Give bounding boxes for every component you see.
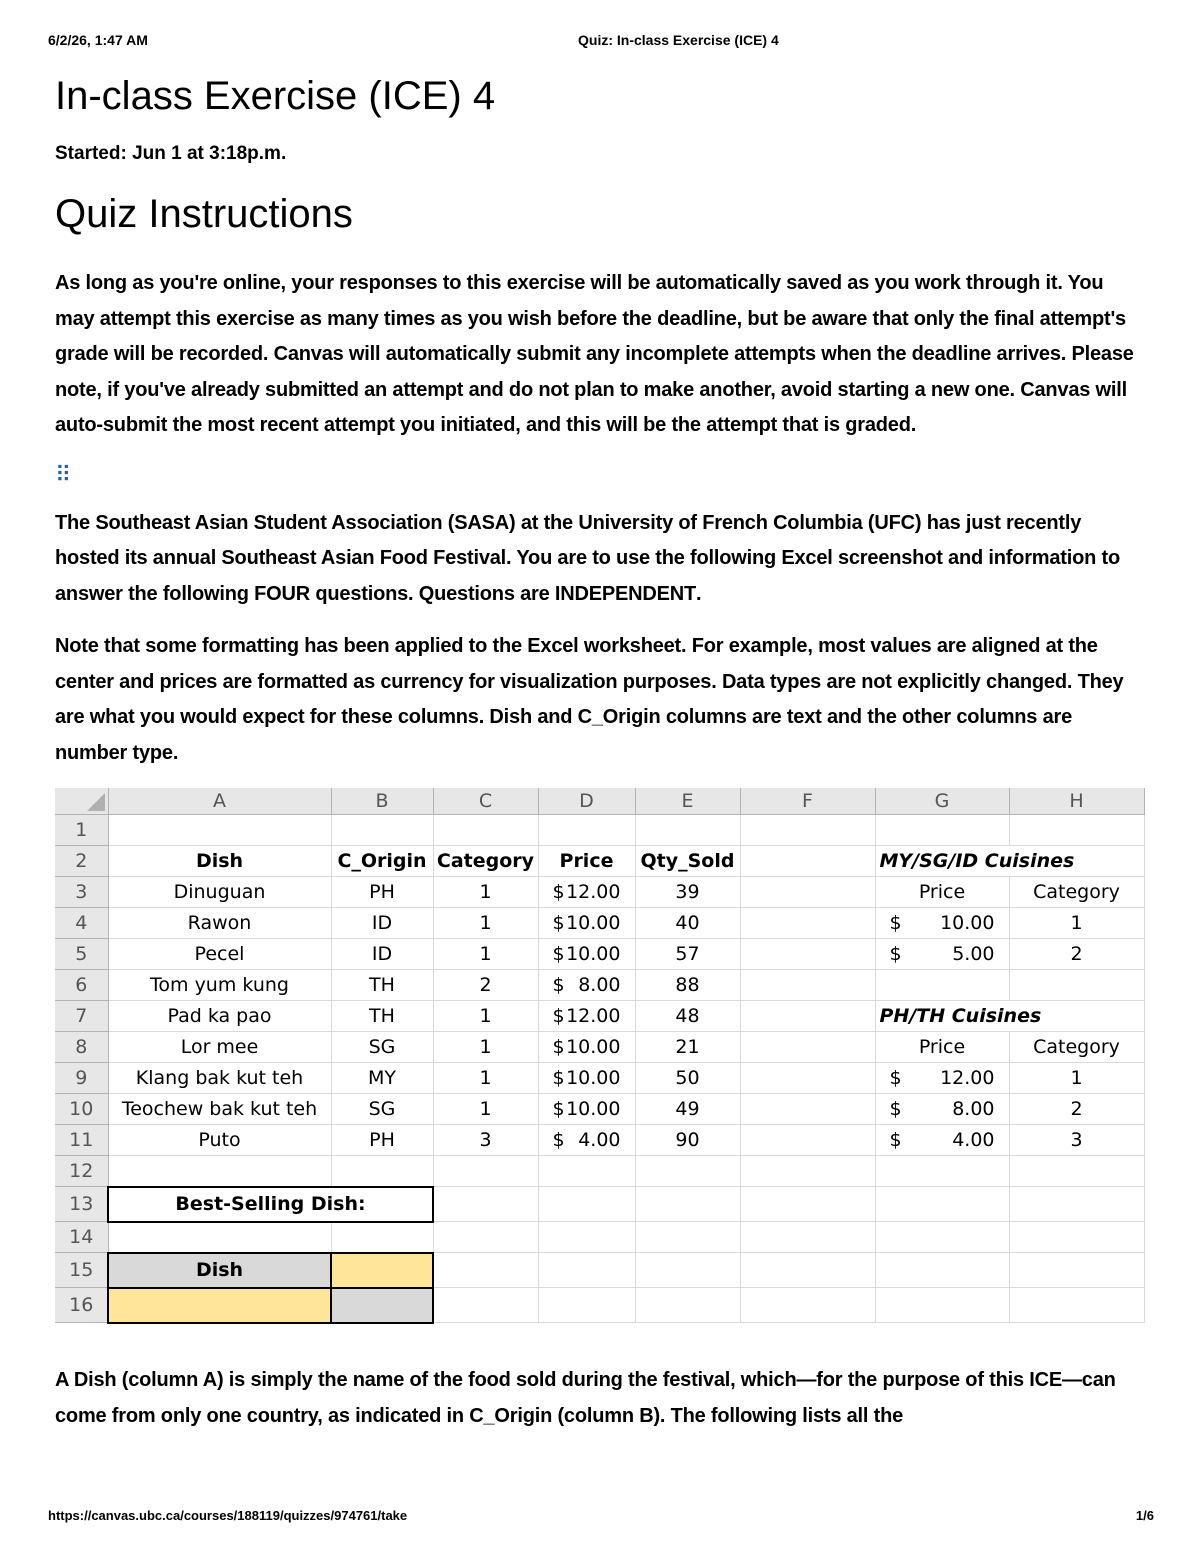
cell[interactable] <box>1009 815 1144 846</box>
price-cell[interactable] <box>538 939 635 970</box>
formatting-note: Note that some formatting has been applied to the Excel worksheet. For example, most values are aligned at the center and prices are formatted as currency for visualization purposes. Data types are not explicitly changed. They are what you would expect for these columns. Dish and C_Origin columns are text and the other columns are number type. <box>55 635 1124 764</box>
cell[interactable] <box>635 815 740 846</box>
lookup1-price-header[interactable]: Price <box>875 877 1009 908</box>
row-header[interactable]: 14 <box>55 1222 108 1253</box>
column-header-h[interactable]: H <box>1009 788 1144 815</box>
currency-symbol: $ <box>552 1067 565 1089</box>
price-cell[interactable] <box>538 1032 635 1063</box>
qty-cell[interactable]: 48 <box>635 1001 740 1032</box>
lookup2-price-header[interactable]: Price <box>875 1032 1009 1063</box>
cell[interactable] <box>875 1288 1009 1323</box>
dish-cell[interactable]: Tom yum kung <box>108 970 331 1001</box>
currency-symbol: $ <box>552 1098 565 1120</box>
sheet-row-1 <box>55 815 1144 846</box>
input-cell-b15[interactable] <box>331 1253 433 1288</box>
cell[interactable] <box>433 1187 538 1222</box>
cell[interactable] <box>538 1288 635 1323</box>
category-cell[interactable]: 1 <box>433 1094 538 1125</box>
price-cell[interactable] <box>538 877 635 908</box>
currency-symbol: $ <box>889 1129 902 1151</box>
currency-symbol: $ <box>889 912 902 934</box>
currency-symbol: $ <box>889 1098 902 1120</box>
scenario-text-1: The Southeast Asian Student Association (SASA) at the University of French Columbia (UFC) has just recently hosted its annual Southeast Asian Food Festival. You are to use the following Excel screenshot and information to answer the following <box>55 511 1120 605</box>
qty-cell[interactable]: 40 <box>635 908 740 939</box>
price-cell[interactable] <box>538 1094 635 1125</box>
qty-cell[interactable]: 90 <box>635 1125 740 1156</box>
sheet-row-6 <box>55 970 1144 1001</box>
scenario-paragraph <box>55 506 1145 613</box>
origin-cell[interactable]: PH <box>331 877 433 908</box>
column-header-row <box>55 788 1144 815</box>
origin-cell[interactable]: ID <box>331 908 433 939</box>
sheet-row-9 <box>55 1063 1144 1094</box>
lookup1-title-cell[interactable]: MY/SG/ID Cuisines <box>875 846 1144 877</box>
select-all-corner[interactable] <box>55 788 108 815</box>
row-header[interactable]: 2 <box>55 846 108 877</box>
price-cell[interactable] <box>538 1125 635 1156</box>
price-value: 5.00 <box>952 943 995 965</box>
sheet-row-12 <box>55 1156 1144 1187</box>
category-cell[interactable]: 2 <box>433 970 538 1001</box>
sheet-row-11 <box>55 1125 1144 1156</box>
scenario-text-3: . <box>696 582 702 605</box>
cell[interactable] <box>635 1187 740 1222</box>
cell[interactable] <box>433 1288 538 1323</box>
cell[interactable] <box>875 1156 1009 1187</box>
column-header-a[interactable]: A <box>108 788 331 815</box>
cell[interactable] <box>740 1063 875 1094</box>
print-datetime: 6/2/26, 1:47 AM <box>48 32 148 48</box>
cell[interactable] <box>108 1156 331 1187</box>
cell[interactable] <box>538 815 635 846</box>
lookup2-title-cell[interactable]: PH/TH Cuisines <box>875 1001 1144 1032</box>
row-header[interactable]: 11 <box>55 1125 108 1156</box>
cell[interactable] <box>740 939 875 970</box>
currency-symbol: $ <box>552 1005 565 1027</box>
dish-cell[interactable]: Puto <box>108 1125 331 1156</box>
cell[interactable] <box>740 1156 875 1187</box>
cell[interactable] <box>538 1253 635 1288</box>
column-header-b[interactable]: B <box>331 788 433 815</box>
cell[interactable] <box>331 1156 433 1187</box>
scenario-text-2: questions. Questions are <box>310 582 555 605</box>
price-value: 4.00 <box>578 1129 621 1151</box>
explanation-emphasis-dish: Dish <box>73 1369 117 1391</box>
cell[interactable] <box>875 1187 1009 1222</box>
lookup1-price-cell[interactable] <box>875 939 1009 970</box>
category-cell[interactable]: 1 <box>433 939 538 970</box>
cell[interactable] <box>433 1222 538 1253</box>
explanation-text-1: A <box>55 1369 74 1391</box>
lookup1-price-cell[interactable] <box>875 908 1009 939</box>
excel-sheet-table <box>55 788 1145 1323</box>
cell[interactable] <box>875 970 1009 1001</box>
cell[interactable] <box>875 815 1009 846</box>
started-time: Started: Jun 1 at 3:18p.m. <box>55 143 287 164</box>
origin-cell[interactable]: TH <box>331 1001 433 1032</box>
sheet-row-5 <box>55 939 1144 970</box>
explanation-text-2: (column A) is simply the name of the food sold during the festival, which—for the purpose of this ICE—can come from only one country, as indicated in <box>55 1369 1116 1427</box>
cell[interactable] <box>740 1125 875 1156</box>
input-cell-a16[interactable] <box>108 1288 331 1323</box>
explanation-emphasis-origin: C_Origin <box>469 1404 553 1427</box>
excel-screenshot <box>55 788 1145 1341</box>
dish-label-cell[interactable]: Dish <box>108 1253 331 1288</box>
category-cell[interactable]: 1 <box>433 1001 538 1032</box>
sheet-row-4 <box>55 908 1144 939</box>
lookup2-category-cell[interactable]: 1 <box>1009 1063 1144 1094</box>
column-header-g[interactable]: G <box>875 788 1009 815</box>
sheet-row-16 <box>55 1288 1144 1323</box>
best-selling-dish-cell[interactable]: Best-Selling Dish: <box>108 1187 433 1222</box>
scenario-emphasis-four: FOUR <box>254 582 311 605</box>
price-value: 12.00 <box>566 1005 621 1027</box>
row-header[interactable]: 4 <box>55 908 108 939</box>
cell[interactable] <box>433 1156 538 1187</box>
price-value: 4.00 <box>952 1129 995 1151</box>
qty-cell[interactable]: 39 <box>635 877 740 908</box>
lookup2-price-cell[interactable] <box>875 1094 1009 1125</box>
row-header[interactable]: 16 <box>55 1288 108 1323</box>
price-value: 10.00 <box>566 1067 621 1089</box>
lookup2-price-cell[interactable] <box>875 1063 1009 1094</box>
print-page-number: 1/6 <box>1135 1508 1154 1523</box>
price-cell[interactable] <box>538 908 635 939</box>
qty-cell[interactable]: 57 <box>635 939 740 970</box>
cell[interactable] <box>875 1253 1009 1288</box>
sheet-row-10 <box>55 1094 1144 1125</box>
row-header[interactable]: 8 <box>55 1032 108 1063</box>
cell[interactable] <box>635 1253 740 1288</box>
dish-explanation <box>55 1363 1145 1434</box>
qty-header-cell[interactable]: Qty_Sold <box>635 846 740 877</box>
sheet-row-7 <box>55 1001 1144 1032</box>
column-header-d[interactable]: D <box>538 788 635 815</box>
cell[interactable] <box>1009 1156 1144 1187</box>
lookup1-category-header[interactable]: Category <box>1009 877 1144 908</box>
cell[interactable] <box>538 1156 635 1187</box>
category-header-cell[interactable]: Category <box>433 846 538 877</box>
cell[interactable] <box>1009 1253 1144 1288</box>
cell[interactable] <box>108 815 331 846</box>
print-page-title: Quiz: In-class Exercise (ICE) 4 <box>578 32 779 48</box>
sheet-row-8 <box>55 1032 1144 1063</box>
print-url: https://canvas.ubc.ca/courses/188119/quizzes/974761/take <box>48 1508 408 1523</box>
cell[interactable] <box>740 1187 875 1222</box>
dish-cell[interactable]: Klang bak kut teh <box>108 1063 331 1094</box>
currency-symbol: $ <box>552 1036 565 1058</box>
cell[interactable] <box>740 1222 875 1253</box>
cell[interactable] <box>635 1222 740 1253</box>
qty-cell[interactable]: 50 <box>635 1063 740 1094</box>
qty-cell[interactable]: 21 <box>635 1032 740 1063</box>
currency-symbol: $ <box>889 943 902 965</box>
sheet-row-15 <box>55 1253 1144 1288</box>
dish-cell[interactable]: Rawon <box>108 908 331 939</box>
sheet-row-13 <box>55 1187 1144 1222</box>
cell[interactable] <box>740 1001 875 1032</box>
row-header[interactable]: 12 <box>55 1156 108 1187</box>
category-cell[interactable]: 1 <box>433 1032 538 1063</box>
row-header[interactable]: 7 <box>55 1001 108 1032</box>
row-header[interactable]: 15 <box>55 1253 108 1288</box>
scenario-emphasis-independent: INDEPENDENT <box>554 582 697 605</box>
origin-cell[interactable]: MY <box>331 1063 433 1094</box>
price-value: 10.00 <box>566 1036 621 1058</box>
quiz-title: In-class Exercise (ICE) 4 <box>55 74 496 118</box>
lookup2-category-cell[interactable]: 3 <box>1009 1125 1144 1156</box>
dish-cell[interactable]: Pad ka pao <box>108 1001 331 1032</box>
row-header[interactable]: 5 <box>55 939 108 970</box>
sheet-row-14 <box>55 1222 1144 1253</box>
cell-b16[interactable] <box>331 1288 433 1323</box>
currency-symbol: $ <box>889 1067 902 1089</box>
cell[interactable] <box>635 1156 740 1187</box>
origin-cell[interactable]: ID <box>331 939 433 970</box>
cell[interactable] <box>1009 1222 1144 1253</box>
cell[interactable] <box>538 1222 635 1253</box>
row-header[interactable]: 13 <box>55 1187 108 1222</box>
cell[interactable] <box>875 1222 1009 1253</box>
lookup2-category-header[interactable]: Category <box>1009 1032 1144 1063</box>
row-header[interactable]: 3 <box>55 877 108 908</box>
cell[interactable] <box>740 908 875 939</box>
price-value: 12.00 <box>566 881 621 903</box>
drag-handle-icon[interactable]: ⠿ <box>55 461 70 487</box>
cell[interactable] <box>740 1253 875 1288</box>
origin-cell[interactable]: PH <box>331 1125 433 1156</box>
category-cell[interactable]: 1 <box>433 1063 538 1094</box>
dish-cell[interactable]: Lor mee <box>108 1032 331 1063</box>
price-value: 8.00 <box>952 1098 995 1120</box>
column-header-f[interactable]: F <box>740 788 875 815</box>
cell[interactable] <box>740 846 875 877</box>
currency-symbol: $ <box>552 881 565 903</box>
cell[interactable] <box>1009 970 1144 1001</box>
explanation-text-3: (column B). The following lists all the <box>552 1404 904 1427</box>
price-value: 10.00 <box>566 912 621 934</box>
cell[interactable] <box>538 1187 635 1222</box>
currency-symbol: $ <box>552 943 565 965</box>
dish-cell[interactable]: Pecel <box>108 939 331 970</box>
price-value: 12.00 <box>940 1067 995 1089</box>
cell[interactable] <box>740 815 875 846</box>
price-value: 10.00 <box>566 943 621 965</box>
price-header-cell[interactable]: Price <box>538 846 635 877</box>
row-header[interactable]: 10 <box>55 1094 108 1125</box>
sheet-row-2 <box>55 846 1144 877</box>
origin-cell[interactable]: SG <box>331 1094 433 1125</box>
lookup1-category-cell[interactable]: 1 <box>1009 908 1144 939</box>
column-header-c[interactable]: C <box>433 788 538 815</box>
lookup1-category-cell[interactable]: 2 <box>1009 939 1144 970</box>
dish-cell[interactable]: Dinuguan <box>108 877 331 908</box>
cell[interactable] <box>740 877 875 908</box>
cell[interactable] <box>433 1253 538 1288</box>
origin-header-cell[interactable]: C_Origin <box>331 846 433 877</box>
cell[interactable] <box>108 1222 331 1253</box>
dish-header-cell[interactable]: Dish <box>108 846 331 877</box>
cell[interactable] <box>635 1288 740 1323</box>
row-header[interactable]: 9 <box>55 1063 108 1094</box>
sheet-row-3 <box>55 877 1144 908</box>
lookup2-price-cell[interactable] <box>875 1125 1009 1156</box>
cell[interactable] <box>740 1032 875 1063</box>
lookup2-category-cell[interactable]: 2 <box>1009 1094 1144 1125</box>
cell[interactable] <box>1009 1288 1144 1323</box>
cell[interactable] <box>740 1094 875 1125</box>
cell[interactable] <box>740 970 875 1001</box>
instructions-text: As long as you're online, your responses to this exercise will be automatically saved as you work through it. You may attempt this exercise as many times as you wish before the deadline, but be aware that only the final attempt's grade will be recorded. Canvas will automatically submit any incomplete attempts when the deadline arrives. Please note, if you've already submitted an attempt and do not plan to make another, avoid starting a new one. Canvas will auto-submit the most recent attempt you initiated, and this will be the attempt that is graded. <box>55 272 1134 436</box>
quiz-content <box>55 72 1145 1434</box>
origin-cell[interactable]: TH <box>331 970 433 1001</box>
category-cell[interactable]: 1 <box>433 877 538 908</box>
qty-cell[interactable]: 49 <box>635 1094 740 1125</box>
row-header[interactable]: 1 <box>55 815 108 846</box>
qty-cell[interactable]: 88 <box>635 970 740 1001</box>
row-header[interactable]: 6 <box>55 970 108 1001</box>
cell[interactable] <box>331 1222 433 1253</box>
cell[interactable] <box>740 1288 875 1323</box>
category-cell[interactable]: 3 <box>433 1125 538 1156</box>
price-cell[interactable] <box>538 1063 635 1094</box>
price-value: 8.00 <box>578 974 621 996</box>
cell[interactable] <box>331 815 433 846</box>
price-cell[interactable] <box>538 1001 635 1032</box>
currency-symbol: $ <box>552 912 565 934</box>
currency-symbol: $ <box>552 974 565 996</box>
category-cell[interactable]: 1 <box>433 908 538 939</box>
currency-symbol: $ <box>552 1129 565 1151</box>
price-value: 10.00 <box>940 912 995 934</box>
origin-cell[interactable]: SG <box>331 1032 433 1063</box>
dish-cell[interactable]: Teochew bak kut teh <box>108 1094 331 1125</box>
column-header-e[interactable]: E <box>635 788 740 815</box>
cell[interactable] <box>1009 1187 1144 1222</box>
instructions-heading: Quiz Instructions <box>55 192 353 236</box>
price-cell[interactable] <box>538 970 635 1001</box>
cell[interactable] <box>433 815 538 846</box>
price-value: 10.00 <box>566 1098 621 1120</box>
